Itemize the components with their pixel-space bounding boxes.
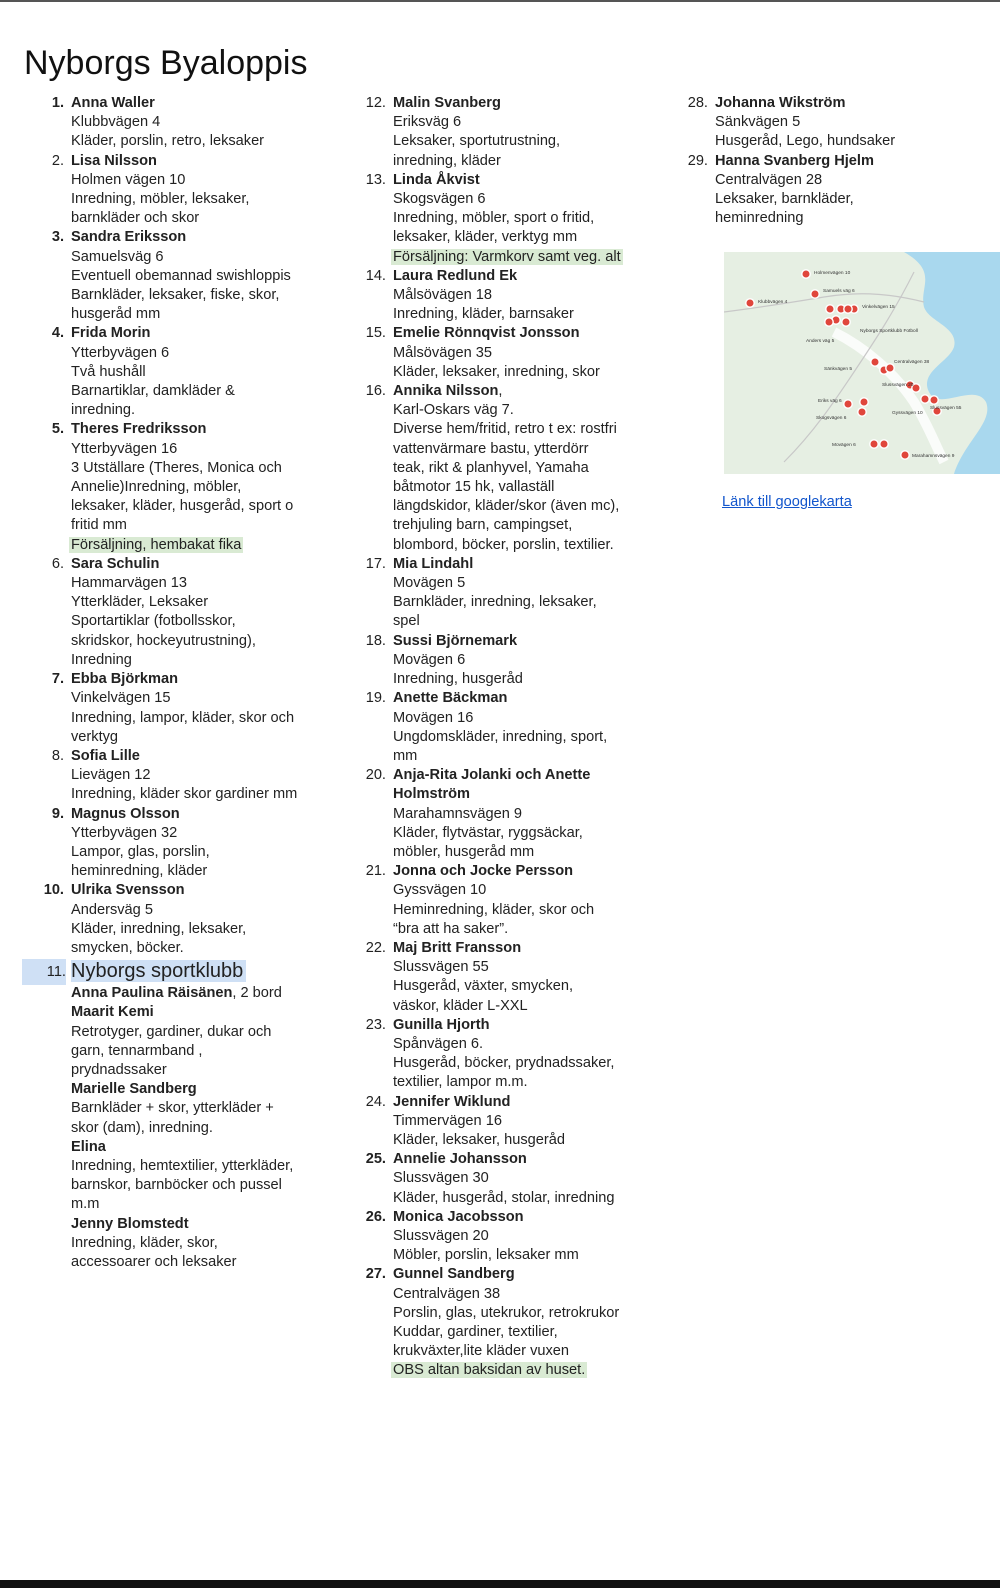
item-description: Diverse hem/fritid, retro t ex: rostfri xyxy=(393,421,617,438)
seller-name: Jenny Blomstedt xyxy=(71,1215,189,1232)
list-item xyxy=(22,94,332,152)
item-description: Inredning, kläder, skor, xyxy=(71,1234,218,1251)
column-3 xyxy=(666,94,996,228)
bottom-border xyxy=(0,1580,1000,1588)
item-number: 11. xyxy=(22,959,66,985)
item-description: Inredning, husgeråd xyxy=(393,671,523,688)
map-label: Samuels väg 6 xyxy=(823,289,855,294)
item-address: Lievägen 12 xyxy=(71,767,151,784)
item-number: 29. xyxy=(687,152,708,169)
map-pin[interactable] xyxy=(886,364,894,372)
item-name-line xyxy=(71,555,332,574)
item-description: m.m xyxy=(71,1196,100,1213)
item-address: Karl-Oskars väg 7. xyxy=(393,402,514,419)
item-description: Ungdomskläder, inredning, sport, xyxy=(393,728,608,745)
seller-name: Ulrika Svensson xyxy=(71,882,185,899)
item-description: leksaker, kläder, husgeråd, sport o xyxy=(71,498,294,515)
item-number: 12. xyxy=(365,95,386,111)
seller-name: Theres Fredriksson xyxy=(71,421,207,438)
item-address: Klubbvägen 4 xyxy=(71,114,161,131)
column-2 xyxy=(344,94,664,1381)
list-item xyxy=(666,152,996,229)
item-name-line xyxy=(393,1016,664,1035)
item-description: Möbler, porslin, leksaker mm xyxy=(393,1247,579,1264)
item-address: Samuelsväg 6 xyxy=(71,248,164,265)
item-description: textilier, lampor m.m. xyxy=(393,1074,528,1091)
map-label: Gyssvägen 10 xyxy=(892,411,923,416)
item-name-line xyxy=(71,324,332,343)
item-description: prydnadssaker xyxy=(71,1061,167,1078)
item-address: Slussvägen 20 xyxy=(393,1227,489,1244)
item-description: Lampor, glas, porslin, xyxy=(71,843,210,860)
item-number: 9. xyxy=(51,805,64,822)
item-number: 25. xyxy=(365,1151,386,1168)
item-description: Inredning, hemtextilier, ytterkläder, xyxy=(71,1157,294,1174)
map-label: Skogsvägen 6 xyxy=(816,416,847,421)
map-pin[interactable] xyxy=(930,396,938,404)
item-name-line xyxy=(393,939,664,958)
item-address: Ytterbyvägen 16 xyxy=(71,440,178,457)
item-description: Kläder, leksaker, husgeråd xyxy=(393,1131,565,1148)
list-item xyxy=(22,228,332,324)
item-address: Ytterbyvägen 6 xyxy=(71,344,170,361)
item-name-line xyxy=(71,420,332,439)
seller-name: Annika Nilsson xyxy=(393,383,499,400)
list-item xyxy=(344,1093,664,1151)
item-description: skor (dam), inredning. xyxy=(71,1119,213,1136)
list-item xyxy=(344,1208,664,1266)
item-number: 26. xyxy=(365,1208,386,1225)
location-map[interactable] xyxy=(724,252,1000,474)
item-address: Skogsvägen 6 xyxy=(393,191,486,208)
item-name-line xyxy=(71,94,332,113)
list-item xyxy=(666,94,996,152)
item-description: Kläder, porslin, retro, leksaker xyxy=(71,133,265,150)
item-description: Leksaker, barnkläder, xyxy=(715,191,854,208)
list-item xyxy=(22,324,332,420)
item-name-line xyxy=(393,171,664,190)
item-description: trehjuling barn, campingset, xyxy=(393,517,573,534)
map-pin[interactable] xyxy=(871,358,879,366)
map-pin[interactable] xyxy=(826,305,834,313)
item-address: Ytterbyvägen 32 xyxy=(71,824,178,841)
item-description: barnkläder och skor xyxy=(71,210,200,227)
item-address: Movägen 6 xyxy=(393,651,466,668)
item-description: vattenvärmare bastu, ytterdörr xyxy=(393,440,589,457)
item-name-line xyxy=(393,632,664,651)
page-title: Nyborgs Byaloppis xyxy=(24,44,308,82)
item-number: 22. xyxy=(365,939,386,956)
item-name-line xyxy=(71,228,332,247)
item-description: Inredning, möbler, sport o fritid, xyxy=(393,210,595,227)
item-description: spel xyxy=(393,613,420,630)
item-description: Porslin, glas, utekrukor, retrokrukor xyxy=(393,1304,620,1321)
club-heading xyxy=(22,958,332,984)
item-description: Eventuell obemannad swishloppis xyxy=(71,267,291,284)
item-number: 10. xyxy=(43,882,64,899)
item-description: möbler, husgeråd mm xyxy=(393,843,535,860)
list-item xyxy=(22,670,332,747)
item-description: inredning, kläder xyxy=(393,152,501,169)
list-item xyxy=(22,555,332,670)
item-number: 6. xyxy=(51,555,64,572)
item-name-line xyxy=(393,1208,664,1227)
map-pin[interactable] xyxy=(811,290,819,298)
highlight-line xyxy=(393,1361,664,1380)
list-item xyxy=(344,171,664,267)
item-number: 27. xyxy=(365,1266,386,1283)
item-number: 23. xyxy=(365,1016,386,1033)
seller-name: Annelie Johansson xyxy=(393,1151,527,1168)
seller-name: Magnus Olsson xyxy=(71,805,180,822)
map-label: Marahamnsvägen 9 xyxy=(912,454,955,459)
item-name-line xyxy=(71,881,332,900)
highlight-note: Försäljning, hembakat fika xyxy=(71,536,242,553)
map-pin[interactable] xyxy=(901,451,909,459)
map-label: Movägen 6 xyxy=(832,443,856,448)
seller-name: Mia Lindahl xyxy=(393,555,474,572)
seller-name: Johanna Wikström xyxy=(715,95,846,111)
item-address: Slussvägen 30 xyxy=(393,1170,489,1187)
item-description: Inredning, möbler, leksaker, xyxy=(71,191,250,208)
seller-name: Monica Jacobsson xyxy=(393,1208,524,1225)
club-members xyxy=(22,984,332,1272)
map-label: Slussvägen 55 xyxy=(930,406,962,411)
item-number: 2. xyxy=(51,152,64,169)
map-label: Holmenvägen 10 xyxy=(814,271,851,276)
map-pin[interactable] xyxy=(880,440,888,448)
map-label: Eriks väg 6 xyxy=(818,399,842,404)
club-first-member xyxy=(71,984,332,1003)
item-number: 20. xyxy=(365,767,386,784)
item-address: Centralvägen 38 xyxy=(393,1285,501,1302)
seller-name: Anna Waller xyxy=(71,95,155,111)
column-1 xyxy=(22,94,332,1272)
item-description: Barnkläder, inredning, leksaker, xyxy=(393,594,597,611)
item-description: Barnkläder + skor, ytterkläder + xyxy=(71,1100,274,1117)
item-address: Marahamnsvägen 9 xyxy=(393,805,522,822)
item-address: Målsövägen 35 xyxy=(393,344,492,361)
item-name-line xyxy=(393,1265,664,1284)
list-item xyxy=(22,805,332,882)
item-description: Barnartiklar, damkläder & xyxy=(71,383,235,400)
item-description: Två hushåll xyxy=(71,363,146,380)
item-number: 24. xyxy=(365,1093,386,1110)
map-pin[interactable] xyxy=(842,318,850,326)
list-item xyxy=(344,382,664,555)
item-description: Barnkläder, leksaker, fiske, skor, xyxy=(71,287,280,304)
map-label: Centralvägen 38 xyxy=(894,360,930,365)
item-description: Heminredning, kläder, skor och xyxy=(393,901,595,918)
item-description: Kuddar, gardiner, textilier, xyxy=(393,1324,558,1340)
item-description: mm xyxy=(393,747,418,764)
item-name-line xyxy=(71,805,332,824)
item-address: Eriksväg 6 xyxy=(393,114,462,131)
item-address: Spånvägen 6. xyxy=(393,1035,484,1052)
item-description: blombord, böcker, porslin, textilier. xyxy=(393,536,614,553)
seller-name: Gunnel Sandberg xyxy=(393,1266,515,1283)
item-address: Movägen 16 xyxy=(393,709,474,726)
item-name-line xyxy=(393,1150,664,1169)
item-number: 13. xyxy=(365,171,386,188)
item-number: 19. xyxy=(365,690,386,707)
highlight-note: OBS altan baksidan av huset. xyxy=(393,1362,586,1379)
item-description: garn, tennarmband , xyxy=(71,1042,203,1059)
item-description: Husgeråd, böcker, prydnadssaker, xyxy=(393,1055,615,1072)
seller-name: Marielle Sandberg xyxy=(71,1081,197,1098)
list-item xyxy=(22,420,332,554)
item-description: Kläder, husgeråd, stolar, inredning xyxy=(393,1189,615,1206)
item-name-line xyxy=(393,94,664,113)
item-description: “bra att ha saker”. xyxy=(393,920,509,937)
map-pin[interactable] xyxy=(746,299,754,307)
seller-name: Sofia Lille xyxy=(71,747,140,764)
seller-name-suffix: , xyxy=(498,383,503,400)
item-address: Gyssvägen 10 xyxy=(393,882,487,899)
item-description: Inredning xyxy=(71,651,132,668)
item-description: båtmotor 15 hk, vallaställ xyxy=(393,479,555,496)
item-name-line xyxy=(71,152,332,171)
list-item xyxy=(22,152,332,229)
item-description: inredning. xyxy=(71,402,136,419)
item-address: Timmervägen 16 xyxy=(393,1112,502,1129)
item-name-line xyxy=(393,555,664,574)
item-name-line xyxy=(393,324,664,343)
club-name: Nyborgs sportklubb xyxy=(71,960,246,982)
item-name-line xyxy=(71,670,332,689)
google-map-link[interactable]: Länk till googlekarta xyxy=(722,494,852,510)
item-number: 15. xyxy=(365,325,386,342)
seller-name: Laura Redlund Ek xyxy=(393,267,518,284)
list-item xyxy=(344,324,664,382)
seller-name: Sara Schulin xyxy=(71,555,160,572)
list-item xyxy=(344,766,664,862)
item-address: Andersväg 5 xyxy=(71,901,153,918)
item-description: fritid mm xyxy=(71,517,127,534)
seller-name: Anja-Rita Jolanki och Anette xyxy=(393,767,591,784)
item-description: Leksaker, sportutrustning, xyxy=(393,133,561,150)
list-item xyxy=(344,1016,664,1093)
item-description: 3 Utställare (Theres, Monica och xyxy=(71,459,282,476)
item-description: barnskor, barnböcker och pussel xyxy=(71,1177,282,1194)
item-address: Holmen vägen 10 xyxy=(71,171,186,188)
seller-name: Hanna Svanberg Hjelm xyxy=(715,152,874,169)
highlight-line xyxy=(71,536,332,555)
item-name-line xyxy=(393,862,664,881)
item-address: Målsövägen 18 xyxy=(393,287,492,304)
map-pin[interactable] xyxy=(802,270,810,278)
item-number: 17. xyxy=(365,555,386,572)
list-item xyxy=(344,689,664,766)
map-pin[interactable] xyxy=(921,395,929,403)
item-description: Husgeråd, Lego, hundsaker xyxy=(715,133,896,150)
item-description: Annelie)Inredning, möbler, xyxy=(71,479,242,496)
seller-name: Anna Paulina Räisänen xyxy=(71,985,233,1002)
list-item xyxy=(344,267,664,325)
item-name-line xyxy=(393,382,664,401)
seller-name: Maarit Kemi xyxy=(71,1004,154,1021)
item-description: Inredning, kläder skor gardiner mm xyxy=(71,786,298,803)
item-name-line xyxy=(393,766,664,785)
item-name-line xyxy=(393,1093,664,1112)
seller-name: Maj Britt Fransson xyxy=(393,939,522,956)
highlight-note: Försäljning: Varmkorv samt veg. alt xyxy=(393,248,621,265)
item-number: 3. xyxy=(51,229,64,246)
map-label: Slussvägen 20 xyxy=(882,383,914,388)
item-description: smycken, böcker. xyxy=(71,939,184,956)
item-description: Kläder, flytvästar, ryggsäckar, xyxy=(393,824,583,841)
map-label: Anders väg 5 xyxy=(806,339,835,344)
item-description: Sportartiklar (fotbollsskor, xyxy=(71,613,236,630)
seller-name: Anette Bäckman xyxy=(393,690,508,707)
item-description: heminredning, kläder xyxy=(71,863,208,880)
seller-name: Sandra Eriksson xyxy=(71,229,187,246)
item-address: Hammarvägen 13 xyxy=(71,575,187,592)
item-description: Ytterkläder, Leksaker xyxy=(71,594,209,611)
list-item xyxy=(344,1150,664,1208)
item-description: väskor, kläder L-XXL xyxy=(393,997,528,1014)
map-pin[interactable] xyxy=(844,305,852,313)
item-description: heminredning xyxy=(715,210,804,227)
item-number: 4. xyxy=(51,325,64,342)
map-label: Nyborgs Sportklubb Fotboll xyxy=(860,329,918,334)
item-name-line xyxy=(715,94,996,113)
item-number: 14. xyxy=(365,267,386,284)
item-number: 21. xyxy=(365,863,386,880)
seller-note: , 2 bord xyxy=(232,985,282,1002)
item-description: skridskor, hockeyutrustning), xyxy=(71,632,256,649)
item-number: 8. xyxy=(51,747,64,764)
item-description: längdskidor, kläder/skor (även mc), xyxy=(393,498,620,515)
seller-name: Gunilla Hjorth xyxy=(393,1016,490,1033)
item-description: accessoarer och leksaker xyxy=(71,1253,237,1270)
item-description: Retrotyger, gardiner, dukar och xyxy=(71,1023,272,1040)
map-pin[interactable] xyxy=(825,318,833,326)
item-name-line xyxy=(393,267,664,286)
item-description: Inredning, kläder, barnsaker xyxy=(393,306,574,323)
seller-name: Elina xyxy=(71,1138,106,1155)
map-graphic xyxy=(724,252,1000,474)
map-label: Klubbvägen 4 xyxy=(758,300,788,305)
seller-name: Jonna och Jocke Persson xyxy=(393,863,574,880)
seller-name: Frida Morin xyxy=(71,325,151,342)
item-description: teak, rikt & planhyvel, Yamaha xyxy=(393,459,589,476)
item-number: 16. xyxy=(365,383,386,400)
item-description: leksaker, kläder, verktyg mm xyxy=(393,229,578,246)
map-label: Sänkvägen 5 xyxy=(824,367,853,372)
item-name-line xyxy=(715,152,996,171)
item-description: verktyg xyxy=(71,728,119,745)
item-number: 1. xyxy=(51,95,64,111)
item-name-line xyxy=(393,689,664,708)
item-name-line xyxy=(71,747,332,766)
item-address: Sänkvägen 5 xyxy=(715,114,801,131)
seller-name: Emelie Rönnqvist Jonsson xyxy=(393,325,580,342)
map-pin[interactable] xyxy=(844,400,852,408)
seller-name: Lisa Nilsson xyxy=(71,152,157,169)
item-number: 28. xyxy=(687,95,708,111)
seller-name: Jennifer Wiklund xyxy=(393,1093,511,1110)
seller-name: Malin Svanberg xyxy=(393,95,501,111)
list-item xyxy=(344,862,664,939)
seller-name: Sussi Björnemark xyxy=(393,632,518,649)
item-address: Slussvägen 55 xyxy=(393,959,489,976)
item-number: 7. xyxy=(51,671,64,688)
map-pin[interactable] xyxy=(858,408,866,416)
list-item xyxy=(344,632,664,690)
item-description: Inredning, lampor, kläder, skor och xyxy=(71,709,295,726)
list-item xyxy=(22,881,332,958)
highlight-line xyxy=(393,248,664,267)
list-item xyxy=(344,1265,664,1380)
map-pin[interactable] xyxy=(860,398,868,406)
item-address: Vinkelvägen 15 xyxy=(71,690,171,707)
item-description: Kläder, inredning, leksaker, xyxy=(71,920,247,937)
item-address: Movägen 5 xyxy=(393,575,466,592)
seller-name: Holmström xyxy=(393,786,471,803)
top-border xyxy=(0,0,1000,2)
map-pin[interactable] xyxy=(870,440,878,448)
list-item xyxy=(22,747,332,805)
item-description: Husgeråd, växter, smycken, xyxy=(393,978,574,995)
item-number: 5. xyxy=(51,421,64,438)
list-item xyxy=(344,939,664,1016)
map-label: Vinkelvägen 15 xyxy=(862,305,895,310)
item-address: Centralvägen 28 xyxy=(715,171,823,188)
item-description: Kläder, leksaker, inredning, skor xyxy=(393,363,600,380)
item-number: 18. xyxy=(365,632,386,649)
item-description: krukväxter,lite kläder vuxen xyxy=(393,1343,570,1360)
seller-name: Linda Åkvist xyxy=(393,171,480,188)
list-item xyxy=(344,94,664,171)
seller-name: Ebba Björkman xyxy=(71,671,179,688)
item-description: husgeråd mm xyxy=(71,306,161,323)
list-item xyxy=(344,555,664,632)
item-name-line xyxy=(393,785,664,804)
